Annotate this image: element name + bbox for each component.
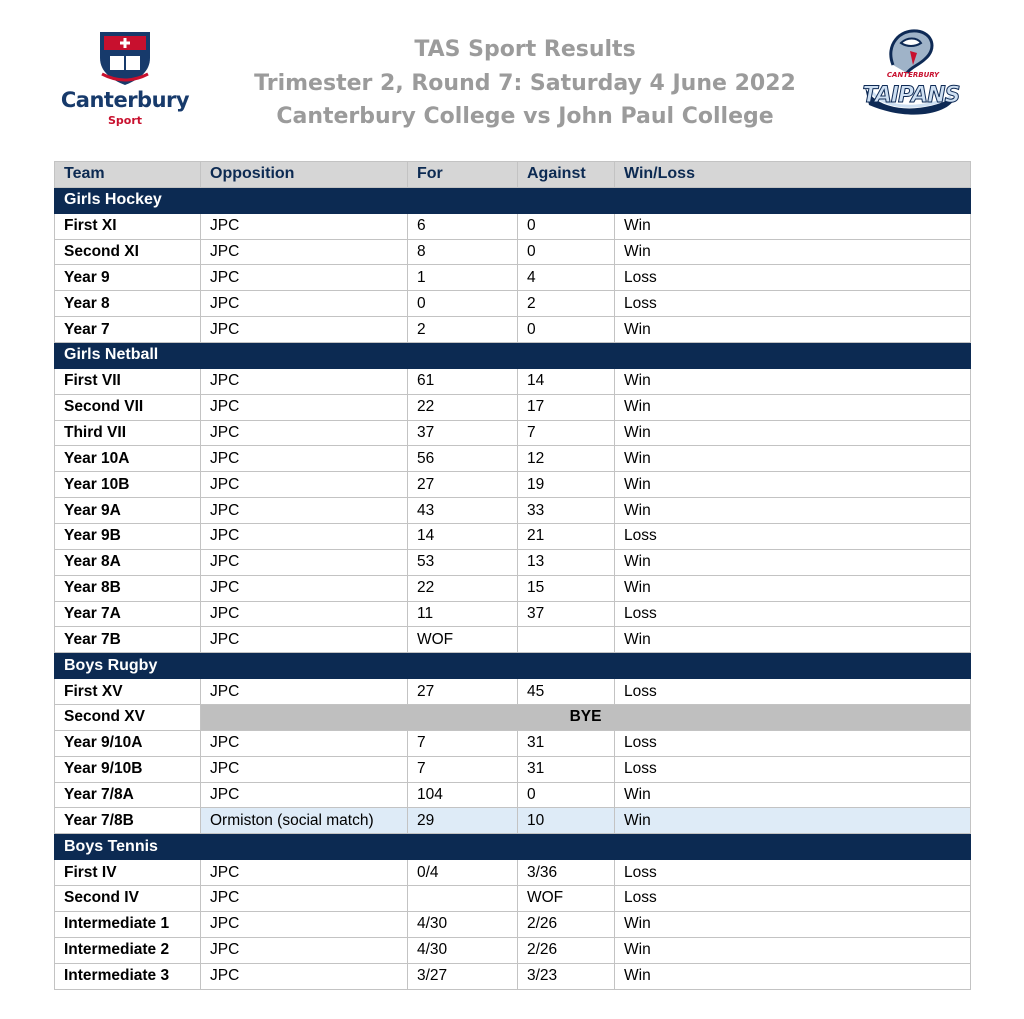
cell-team: Year 7 xyxy=(55,317,201,343)
cell-against: 19 xyxy=(518,472,615,498)
col-header-win-loss: Win/Loss xyxy=(615,162,971,188)
cell-for: 104 xyxy=(408,782,518,808)
table-row xyxy=(55,420,971,446)
cell-result: Loss xyxy=(615,265,971,291)
cell-for: 0/4 xyxy=(408,860,518,886)
cell-against: WOF xyxy=(518,886,615,912)
cell-for: 8 xyxy=(408,239,518,265)
table-row xyxy=(55,368,971,394)
table-row xyxy=(55,782,971,808)
cell-team: Intermediate 2 xyxy=(55,937,201,963)
table-row xyxy=(55,963,971,989)
cell-team: Intermediate 1 xyxy=(55,911,201,937)
cell-result: Win xyxy=(615,420,971,446)
cell-result: Loss xyxy=(615,730,971,756)
cell-for: WOF xyxy=(408,627,518,653)
cell-against: 17 xyxy=(518,394,615,420)
table-row xyxy=(55,446,971,472)
cell-team: Second IV xyxy=(55,886,201,912)
cell-for xyxy=(408,886,518,912)
cell-team: Second VII xyxy=(55,394,201,420)
cell-team: Third VII xyxy=(55,420,201,446)
table-row xyxy=(55,601,971,627)
cell-against: 33 xyxy=(518,498,615,524)
section-title: Boys Rugby xyxy=(55,653,971,679)
section-title: Girls Netball xyxy=(55,343,971,369)
page-title: TAS Sport Results xyxy=(414,37,636,62)
cell-against: 10 xyxy=(518,808,615,834)
taipans-logo xyxy=(855,25,970,125)
cell-opposition: JPC xyxy=(201,549,408,575)
cell-team: Second XI xyxy=(55,239,201,265)
cell-team: Year 9A xyxy=(55,498,201,524)
cell-result: Win xyxy=(615,394,971,420)
cell-opposition: JPC xyxy=(201,886,408,912)
cell-team: Year 7/8B xyxy=(55,808,201,834)
brand-name: Canterbury xyxy=(60,88,190,112)
cell-for: 4/30 xyxy=(408,937,518,963)
cell-result: Win xyxy=(615,963,971,989)
cell-for: 22 xyxy=(408,575,518,601)
cell-for: 61 xyxy=(408,368,518,394)
cell-for: 53 xyxy=(408,549,518,575)
cell-result: Win xyxy=(615,782,971,808)
cell-against: 2 xyxy=(518,291,615,317)
cell-bye: BYE xyxy=(201,705,971,731)
cell-result: Win xyxy=(615,446,971,472)
cell-against: 15 xyxy=(518,575,615,601)
cell-for: 7 xyxy=(408,756,518,782)
cell-for: 7 xyxy=(408,730,518,756)
table-row xyxy=(55,756,971,782)
cell-opposition: JPC xyxy=(201,730,408,756)
cell-result: Win xyxy=(615,239,971,265)
cell-team: Year 7B xyxy=(55,627,201,653)
brand-sub: Sport xyxy=(107,114,143,127)
results-table xyxy=(54,161,971,990)
cell-team: Year 7/8A xyxy=(55,782,201,808)
cell-result: Win xyxy=(615,549,971,575)
page-header xyxy=(0,0,1024,150)
cell-result: Win xyxy=(615,575,971,601)
cell-result: Win xyxy=(615,911,971,937)
cell-opposition: JPC xyxy=(201,472,408,498)
table-row xyxy=(55,239,971,265)
cell-result: Loss xyxy=(615,601,971,627)
col-header-against: Against xyxy=(518,162,615,188)
cell-for: 43 xyxy=(408,498,518,524)
table-row xyxy=(55,679,971,705)
cell-opposition: JPC xyxy=(201,239,408,265)
cell-against: 21 xyxy=(518,524,615,550)
cell-for: 4/30 xyxy=(408,911,518,937)
table-row xyxy=(55,291,971,317)
table-row xyxy=(55,705,971,731)
cell-against: 0 xyxy=(518,239,615,265)
cell-result: Loss xyxy=(615,524,971,550)
cell-for: 6 xyxy=(408,213,518,239)
table-row xyxy=(55,911,971,937)
cell-team: Year 9 xyxy=(55,265,201,291)
cell-team: Year 8 xyxy=(55,291,201,317)
cell-opposition: JPC xyxy=(201,627,408,653)
cell-for: 3/27 xyxy=(408,963,518,989)
cell-against: 7 xyxy=(518,420,615,446)
cell-opposition: JPC xyxy=(201,420,408,446)
cell-against: 12 xyxy=(518,446,615,472)
cell-opposition: JPC xyxy=(201,394,408,420)
cell-opposition: JPC xyxy=(201,524,408,550)
table-row xyxy=(55,549,971,575)
cell-team: Intermediate 3 xyxy=(55,963,201,989)
cell-opposition: JPC xyxy=(201,679,408,705)
cell-result: Loss xyxy=(615,756,971,782)
taipans-top-text: CANTERBURY xyxy=(886,71,940,79)
cell-opposition: JPC xyxy=(201,937,408,963)
cell-result: Win xyxy=(615,317,971,343)
table-row xyxy=(55,213,971,239)
col-header-for: For xyxy=(408,162,518,188)
cell-against: 2/26 xyxy=(518,911,615,937)
table-row xyxy=(55,937,971,963)
table-row xyxy=(55,627,971,653)
cell-against: 0 xyxy=(518,782,615,808)
table-row xyxy=(55,860,971,886)
cell-opposition: JPC xyxy=(201,213,408,239)
cell-team: Year 10A xyxy=(55,446,201,472)
cell-team: Year 9B xyxy=(55,524,201,550)
cell-result: Win xyxy=(615,808,971,834)
cell-for: 0 xyxy=(408,291,518,317)
section-row xyxy=(55,187,971,213)
cell-result: Loss xyxy=(615,860,971,886)
cell-for: 2 xyxy=(408,317,518,343)
cell-opposition: JPC xyxy=(201,498,408,524)
table-row xyxy=(55,575,971,601)
cell-result: Win xyxy=(615,368,971,394)
cell-for: 27 xyxy=(408,679,518,705)
cell-against xyxy=(518,627,615,653)
cell-against: 4 xyxy=(518,265,615,291)
cell-opposition: JPC xyxy=(201,963,408,989)
cell-team: First XI xyxy=(55,213,201,239)
table-row xyxy=(55,394,971,420)
table-row xyxy=(55,317,971,343)
cell-opposition: JPC xyxy=(201,782,408,808)
cell-against: 2/26 xyxy=(518,937,615,963)
cell-opposition: JPC xyxy=(201,911,408,937)
cell-against: 0 xyxy=(518,213,615,239)
cell-opposition: JPC xyxy=(201,291,408,317)
table-row xyxy=(55,730,971,756)
table-row xyxy=(55,498,971,524)
cell-for: 27 xyxy=(408,472,518,498)
table-row xyxy=(55,808,971,834)
cell-against: 3/23 xyxy=(518,963,615,989)
cell-team: Year 7A xyxy=(55,601,201,627)
cell-result: Win xyxy=(615,472,971,498)
cell-for: 37 xyxy=(408,420,518,446)
cell-against: 31 xyxy=(518,730,615,756)
cell-opposition: Ormiston (social match) xyxy=(201,808,408,834)
section-row xyxy=(55,834,971,860)
section-row xyxy=(55,653,971,679)
cell-for: 22 xyxy=(408,394,518,420)
cell-team: Second XV xyxy=(55,705,201,731)
cell-team: Year 8A xyxy=(55,549,201,575)
cell-for: 56 xyxy=(408,446,518,472)
taipans-name: TAIPANS xyxy=(862,83,960,108)
cell-team: Year 9/10B xyxy=(55,756,201,782)
cell-result: Win xyxy=(615,627,971,653)
cell-team: Year 9/10A xyxy=(55,730,201,756)
cell-opposition: JPC xyxy=(201,446,408,472)
section-row xyxy=(55,343,971,369)
title-block xyxy=(200,33,850,134)
cell-team: First VII xyxy=(55,368,201,394)
table-row xyxy=(55,472,971,498)
cell-result: Loss xyxy=(615,291,971,317)
cell-opposition: JPC xyxy=(201,860,408,886)
cell-for: 14 xyxy=(408,524,518,550)
cell-opposition: JPC xyxy=(201,756,408,782)
cell-for: 1 xyxy=(408,265,518,291)
cell-opposition: JPC xyxy=(201,601,408,627)
cell-result: Win xyxy=(615,937,971,963)
cell-team: First IV xyxy=(55,860,201,886)
section-title: Boys Tennis xyxy=(55,834,971,860)
cell-team: First XV xyxy=(55,679,201,705)
page-subtitle-match: Canterbury College vs John Paul College xyxy=(276,104,774,129)
cell-against: 37 xyxy=(518,601,615,627)
cell-against: 0 xyxy=(518,317,615,343)
cell-for: 29 xyxy=(408,808,518,834)
table-row xyxy=(55,265,971,291)
cell-result: Loss xyxy=(615,679,971,705)
cell-opposition: JPC xyxy=(201,368,408,394)
col-header-opposition: Opposition xyxy=(201,162,408,188)
cell-against: 3/36 xyxy=(518,860,615,886)
cell-against: 13 xyxy=(518,549,615,575)
canterbury-crest-icon xyxy=(96,28,154,86)
cell-team: Year 8B xyxy=(55,575,201,601)
cell-against: 14 xyxy=(518,368,615,394)
section-title: Girls Hockey xyxy=(55,187,971,213)
results-body xyxy=(55,187,971,989)
page-subtitle-round: Trimester 2, Round 7: Saturday 4 June 2022 xyxy=(254,70,796,96)
canterbury-sport-logo xyxy=(60,28,190,128)
col-header-team: Team xyxy=(55,162,201,188)
table-row xyxy=(55,886,971,912)
cell-opposition: JPC xyxy=(201,575,408,601)
cell-against: 45 xyxy=(518,679,615,705)
cell-against: 31 xyxy=(518,756,615,782)
cell-for: 11 xyxy=(408,601,518,627)
cell-team: Year 10B xyxy=(55,472,201,498)
cell-opposition: JPC xyxy=(201,265,408,291)
cell-result: Win xyxy=(615,498,971,524)
table-header-row xyxy=(55,162,971,188)
cell-result: Loss xyxy=(615,886,971,912)
cell-opposition: JPC xyxy=(201,317,408,343)
cell-result: Win xyxy=(615,213,971,239)
table-row xyxy=(55,524,971,550)
